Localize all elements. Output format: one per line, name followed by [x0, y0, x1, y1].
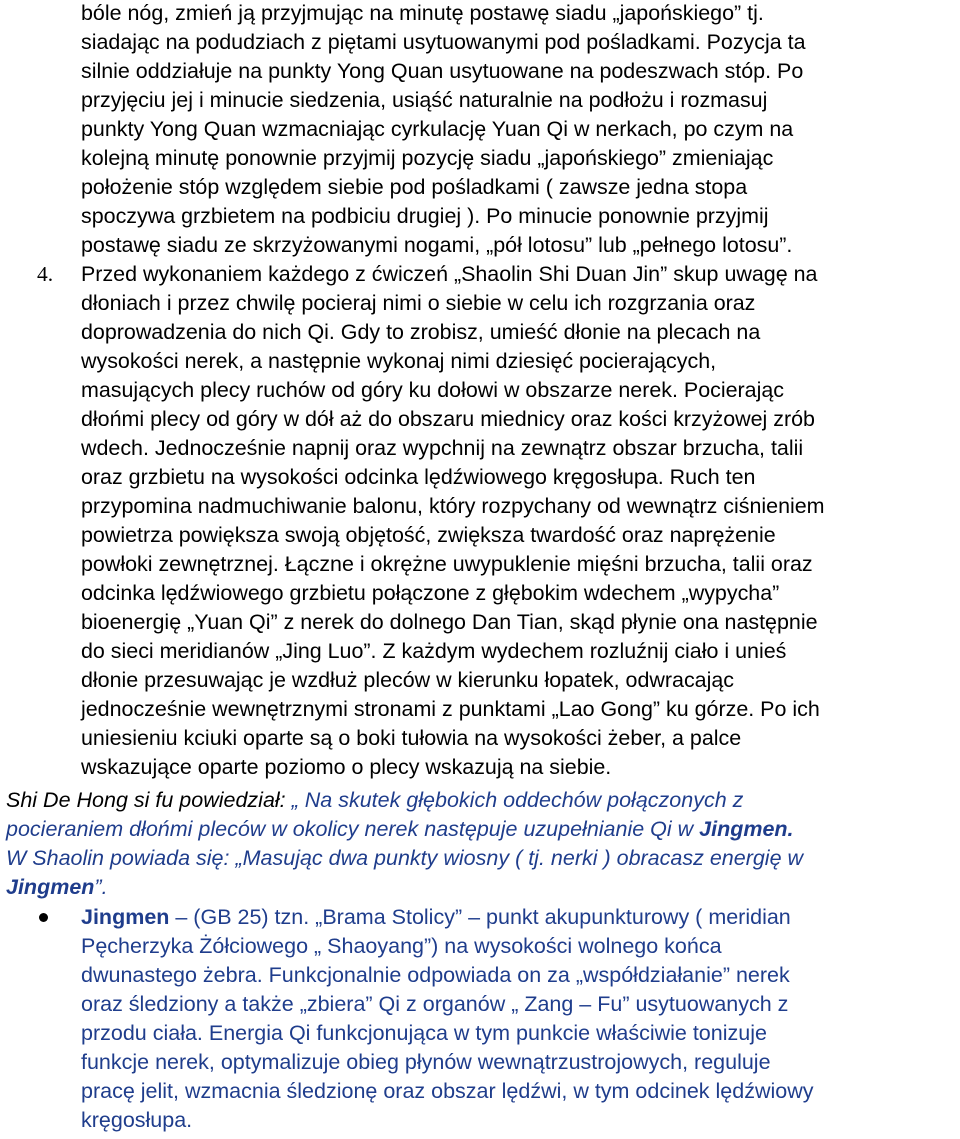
paragraph-line: dłońmi plecy od góry w dół aż do obszaru miednicy oraz kości krzyżowej zrób — [81, 407, 815, 431]
paragraph-line: dłoniach i przez chwilę pocieraj nimi o siebie w celu ich rozgrzania oraz — [81, 291, 756, 315]
bullet-line: Pęcherzyka Żółciowego „ Shaoyang”) na wysokości wolnego końca — [81, 934, 722, 958]
paragraph-line: położenie stóp względem siebie pod pośladkami ( zawsze jedna stopa — [81, 175, 748, 199]
paragraph-line: przyjęciu jej i minucie siedzenia, usiąść naturalnie na podłożu i rozmasuj — [81, 88, 768, 112]
paragraph-line: uniesieniu kciuki oparte są o boki tułowia na wysokości żeber, a palce — [81, 726, 742, 750]
quote-author: Shi De Hong si fu powiedział: — [6, 788, 292, 812]
paragraph-line: wskazujące oparte poziomo o plecy wskazują na siebie. — [81, 755, 612, 779]
paragraph-line: do sieci meridianów „Jing Luo”. Z każdym wydechem rozluźnij ciało i unieś — [81, 639, 787, 663]
paragraph-line: oraz grzbietu na wysokości odcinka lędźwiowego kręgosłupa. Ruch ten — [81, 465, 756, 489]
paragraph-line: powłoki zewnętrznej. Łączne i okrężne uwypuklenie mięśni brzucha, talii oraz — [81, 552, 813, 576]
quote-text: pocieraniem dłońmi pleców w okolicy nerek następuje uzupełnianie Qi w — [6, 817, 700, 841]
paragraph-line: przypomina nadmuchiwanie balonu, który rozpychany od wewnątrz ciśnieniem — [81, 494, 825, 518]
paragraph-line: doprowadzenia do nich Qi. Gdy to zrobisz, umieść dłonie na plecach na — [81, 320, 761, 344]
paragraph-line: odcinka lędźwiowego grzbietu połączone z głębokim wdechem „wypycha” — [81, 581, 780, 605]
bullet-line — [81, 903, 791, 932]
bullet-line: kręgosłupa. — [81, 1108, 193, 1132]
quote-text: ”. — [94, 875, 108, 899]
paragraph-line: jednocześnie wewnętrznymi stronami z punktami „Lao Gong” ku górze. Po ich — [81, 697, 820, 721]
paragraph-line: powietrza powiększa swoją objętość, zwiększa twardość oraz naprężenie — [81, 523, 776, 547]
paragraph-line: punkty Yong Quan wzmacniając cyrkulację Yuan Qi w nerkach, po czym na — [81, 117, 794, 141]
quote-text: „ Na skutek głębokich oddechów połączonych z — [291, 788, 744, 812]
paragraph-line: Przed wykonaniem każdego z ćwiczeń „Shaolin Shi Duan Jin” skup uwagę na — [81, 262, 818, 286]
list-number: 4. — [37, 262, 54, 286]
paragraph-line: bioenergię „Yuan Qi” z nerek do dolnego Dan Tian, skąd płynie ona następnie — [81, 610, 818, 634]
paragraph-line: bóle nóg, zmień ją przyjmując na minutę postawę siadu „japońskiego” tj. — [81, 1, 764, 25]
quote-bold-term: Jingmen — [6, 875, 95, 899]
paragraph-line: spoczywa grzbietem na podbiciu drugiej ). Po minucie ponownie przyjmij — [81, 204, 769, 228]
paragraph-line: postawę siadu ze skrzyżowanymi nogami, „pół lotosu” lub „pełnego lotosu”. — [81, 233, 793, 257]
quote-bold-term: Jingmen. — [699, 817, 794, 841]
quote-line — [6, 815, 794, 844]
bullet-line: przodu ciała. Energia Qi funkcjonująca w tym punkcie właściwie tonizuje — [81, 1021, 767, 1045]
bullet-line: dwunastego żebra. Funkcjonalnie odpowiada on za „współdziałanie” nerek — [81, 963, 790, 987]
bullet-term: Jingmen — [81, 905, 170, 929]
bullet-line: funkcje nerek, optymalizuje obieg płynów wewnątrzustrojowych, reguluje — [81, 1050, 771, 1074]
bullet-line: pracę jelit, wzmacnia śledzionę oraz obszar lędźwi, w tym odcinek lędźwiowy — [81, 1079, 814, 1103]
paragraph-line: masujących plecy ruchów od góry ku dołowi w obszarze nerek. Pocierając — [81, 378, 784, 402]
bullet-line: oraz śledziony a także „zbiera” Qi z organów „ Zang – Fu” usytuowanych z — [81, 992, 789, 1016]
paragraph-line: dłonie przesuwając je wzdłuż pleców w kierunku łopatek, odwracając — [81, 668, 734, 692]
paragraph-line: kolejną minutę ponownie przyjmij pozycję siadu „japońskiego” zmieniając — [81, 146, 774, 170]
bullet-icon — [39, 913, 48, 922]
paragraph-line: silnie oddziałuje na punkty Yong Quan usytuowane na podeszwach stóp. Po — [81, 59, 804, 83]
paragraph-line: wdech. Jednocześnie napnij oraz wypchnij na zewnątrz obszar brzucha, talii — [81, 436, 804, 460]
quote-line — [6, 873, 108, 902]
quote-line: W Shaolin powiada się: „Masując dwa punkty wiosny ( tj. nerki ) obracasz energię w — [6, 846, 804, 870]
bullet-text: – (GB 25) tzn. „Brama Stolicy” – punkt akupunkturowy ( meridian — [169, 905, 791, 929]
paragraph-line: wysokości nerek, a następnie wykonaj nimi dziesięć pocierających, — [81, 349, 717, 373]
quote-line — [6, 786, 743, 815]
paragraph-line: siadając na podudziach z piętami usytuowanymi pod pośladkami. Pozycja ta — [81, 30, 806, 54]
